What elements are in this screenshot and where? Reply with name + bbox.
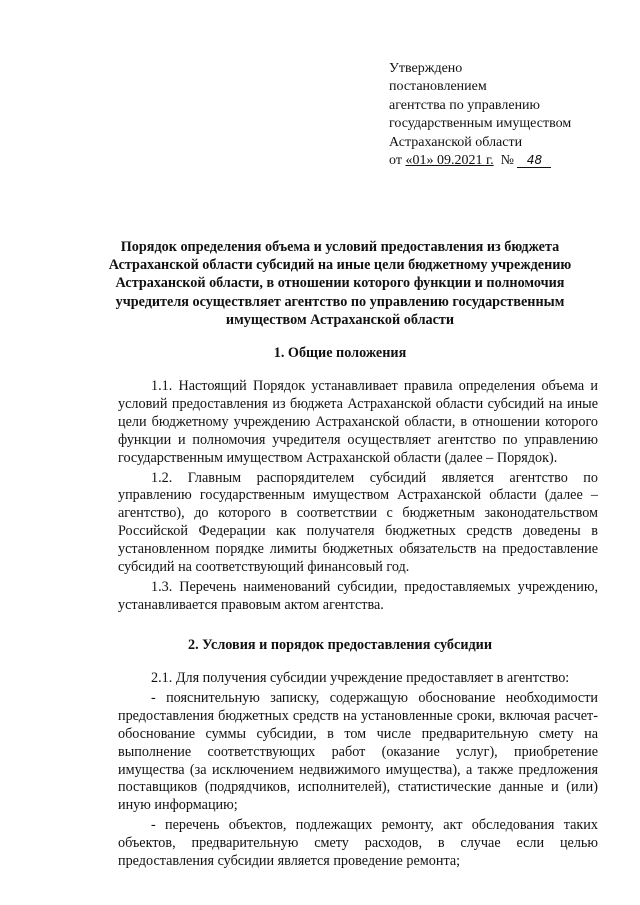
approval-line: Астраханской области: [389, 134, 523, 150]
paragraph: - пояснительную записку, содержащую обоснование необходимости предоставления бюджетных средств на установленные сроки, включая расчет-обоснование суммы субсидии, в том числе предварительную смету на выполнение соответствующих работ (оказание услуг), приобретение имущества (за исключением недвижимого имущества), а также предложения поставщиков (подрядчиков, исполнителей), статистические данные и (или) иную информацию;: [118, 689, 598, 814]
paragraph: - перечень объектов, подлежащих ремонту, акт обследования таких объектов, предварительную смету расходов, в случае если целью предоставления субсидии является проведение ремонта;: [118, 817, 598, 870]
approval-date: «01» 09.2021 г.: [405, 153, 494, 169]
section-general-body: [118, 378, 598, 615]
approval-number: 48: [517, 153, 551, 168]
paragraph: 1.3. Перечень наименований субсидии, предоставляемых учреждению, устанавливается правовым актом агентства.: [118, 578, 598, 613]
paragraph: 2.1. Для получения субсидии учреждение предоставляет в агентство:: [151, 670, 570, 686]
approval-date-line: [389, 152, 619, 170]
approval-stamp-block: [389, 60, 619, 170]
section-conditions-body: [118, 670, 598, 871]
approval-line: постановлением: [389, 79, 487, 95]
number-label: №: [500, 153, 514, 169]
section-heading-general: 1. Общие положения: [273, 345, 407, 361]
document-title: Порядок определения объема и условий предоставления из бюджета Астраханской области субсидий на иные цели бюджетному учреждению Астраханской области, в отношении которого функции и полномочия учредителя осуществляет агентство по управлению государственным имуществом Астраханской области: [108, 239, 572, 328]
paragraph: 1.2. Главным распорядителем субсидий является агентство по управлению государственным имуществом Астраханской области (далее – агентство), до которого в соответствии с бюджетным законодательством Российской Федерации как получателя бюджетных средств доведены в установленном порядке лимиты бюджетных обязательств на предоставление субсидий на соответствующий финансовый год.: [118, 469, 598, 576]
approval-line: агентства по управлению: [389, 97, 541, 113]
paragraph: 1.1. Настоящий Порядок устанавливает правила определения объема и условий предоставления из бюджета Астраханской области субсидий на иные цели бюджетному учреждению Астраханской области, в отношении которого функции и полномочия учредителя осуществляет агентство по управлению государственным имуществом Астраханской области (далее – Порядок).: [118, 378, 598, 466]
approval-line: государственным имуществом: [389, 116, 572, 132]
section-heading-conditions: 2. Условия и порядок предоставления субсидии: [187, 637, 493, 653]
date-prefix: от: [389, 153, 406, 169]
approval-line: Утверждено: [389, 61, 463, 76]
